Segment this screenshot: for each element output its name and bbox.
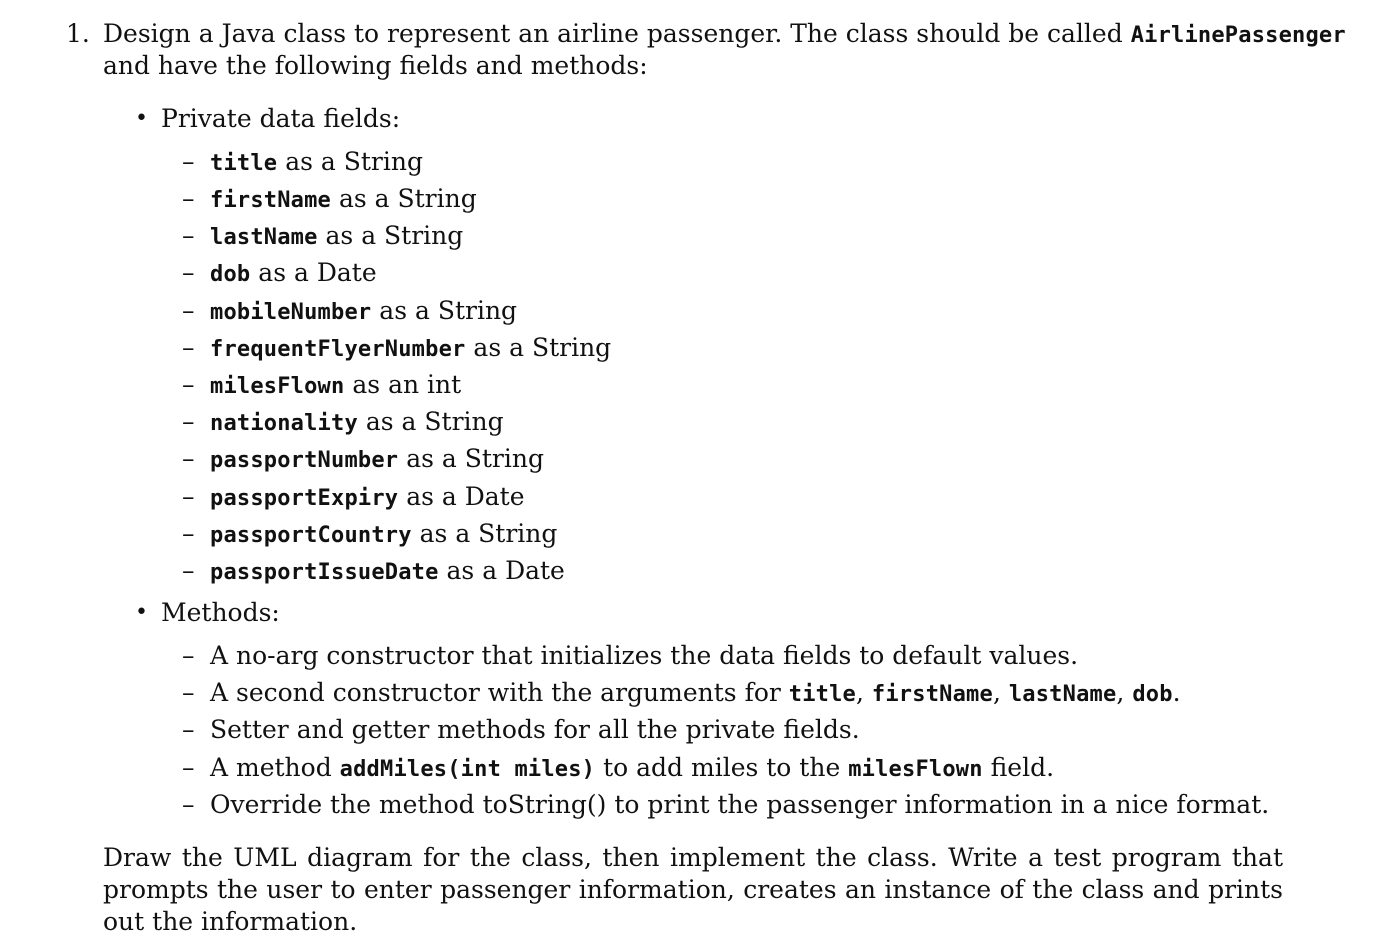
- separator: ,: [856, 678, 864, 707]
- dash-icon: –: [182, 482, 195, 511]
- methods-heading: Methods:: [161, 598, 280, 627]
- method-item: [210, 752, 1054, 786]
- field-name: passportExpiry: [210, 486, 399, 511]
- field-name: mobileNumber: [210, 300, 372, 325]
- bullet-icon: •: [135, 106, 148, 131]
- intro-line-2: and have the following fields and methods:: [103, 51, 648, 80]
- arg-code: dob: [1132, 682, 1173, 707]
- field-name: milesFlown: [210, 374, 345, 399]
- fields-heading: Private data fields:: [161, 104, 401, 133]
- field-name: firstName: [210, 188, 332, 213]
- field-type: as a String: [285, 147, 423, 176]
- dash-icon: –: [182, 641, 195, 670]
- arg-code: title: [788, 682, 857, 707]
- dash-icon: –: [182, 370, 195, 399]
- field-type: as an int: [352, 370, 462, 399]
- class-name-code: AirlinePassenger: [1130, 23, 1346, 48]
- dash-icon: –: [182, 258, 195, 287]
- field-type: as a String: [325, 221, 464, 250]
- field-name: passportNumber: [210, 448, 399, 473]
- field-name-code: milesFlown: [848, 757, 983, 782]
- arg-code: firstName: [871, 682, 993, 707]
- field-name: lastName: [210, 225, 318, 250]
- field-name: dob: [210, 262, 251, 287]
- method-item: Setter and getter methods for all the private fields.: [210, 715, 860, 744]
- field-name: passportIssueDate: [210, 560, 439, 585]
- field-type: as a String: [379, 296, 518, 325]
- field-type: as a String: [419, 519, 558, 548]
- arg-code: lastName: [1008, 682, 1117, 707]
- field-type: as a Date: [446, 556, 565, 585]
- method-item: A no-arg constructor that initializes the data fields to default values.: [210, 641, 1079, 670]
- closing-paragraph: Draw the UML diagram for the class, then implement the class. Write a test program that prompts the user to enter passenger information, creates an instance of the class and prints out the information.: [103, 843, 1283, 936]
- item-number: 1.: [66, 19, 90, 48]
- intro-text: Design a Java class to represent an airline passenger. The class should be called: [103, 19, 1123, 48]
- method-item: [210, 677, 1181, 711]
- intro-line-1: [103, 18, 1346, 52]
- dash-icon: –: [182, 790, 195, 819]
- dash-icon: –: [182, 556, 195, 585]
- separator: ,: [1116, 678, 1125, 707]
- field-type: as a String: [338, 184, 477, 213]
- dash-icon: –: [182, 407, 195, 436]
- dash-icon: –: [182, 678, 195, 707]
- dash-icon: –: [182, 296, 195, 325]
- field-name: nationality: [210, 411, 358, 436]
- method-item: Override the method toString() to print the passenger information in a nice format.: [210, 790, 1270, 819]
- dash-icon: –: [182, 715, 195, 744]
- method-text: A method: [210, 753, 332, 782]
- field-type: as a Date: [406, 482, 525, 511]
- method-text: to add miles to the: [603, 753, 841, 782]
- separator: .: [1172, 678, 1181, 707]
- field-name: frequentFlyerNumber: [210, 337, 466, 362]
- field-type: as a String: [473, 333, 612, 362]
- method-signature-code: addMiles(int miles): [339, 757, 596, 782]
- field-type: as a Date: [258, 258, 377, 287]
- dash-icon: –: [182, 147, 195, 176]
- dash-icon: –: [182, 221, 195, 250]
- field-type: as a String: [406, 444, 544, 473]
- dash-icon: –: [182, 444, 195, 473]
- separator: ,: [992, 678, 1001, 707]
- dash-icon: –: [182, 519, 195, 548]
- bullet-icon: •: [135, 600, 148, 625]
- field-name: passportCountry: [210, 523, 412, 548]
- dash-icon: –: [182, 333, 195, 362]
- field-name: title: [210, 151, 278, 176]
- field-type: as a String: [365, 407, 504, 436]
- dash-icon: –: [182, 184, 195, 213]
- method-text: field.: [990, 753, 1055, 782]
- dash-icon: –: [182, 753, 195, 782]
- method-text: A second constructor with the arguments for: [210, 678, 781, 707]
